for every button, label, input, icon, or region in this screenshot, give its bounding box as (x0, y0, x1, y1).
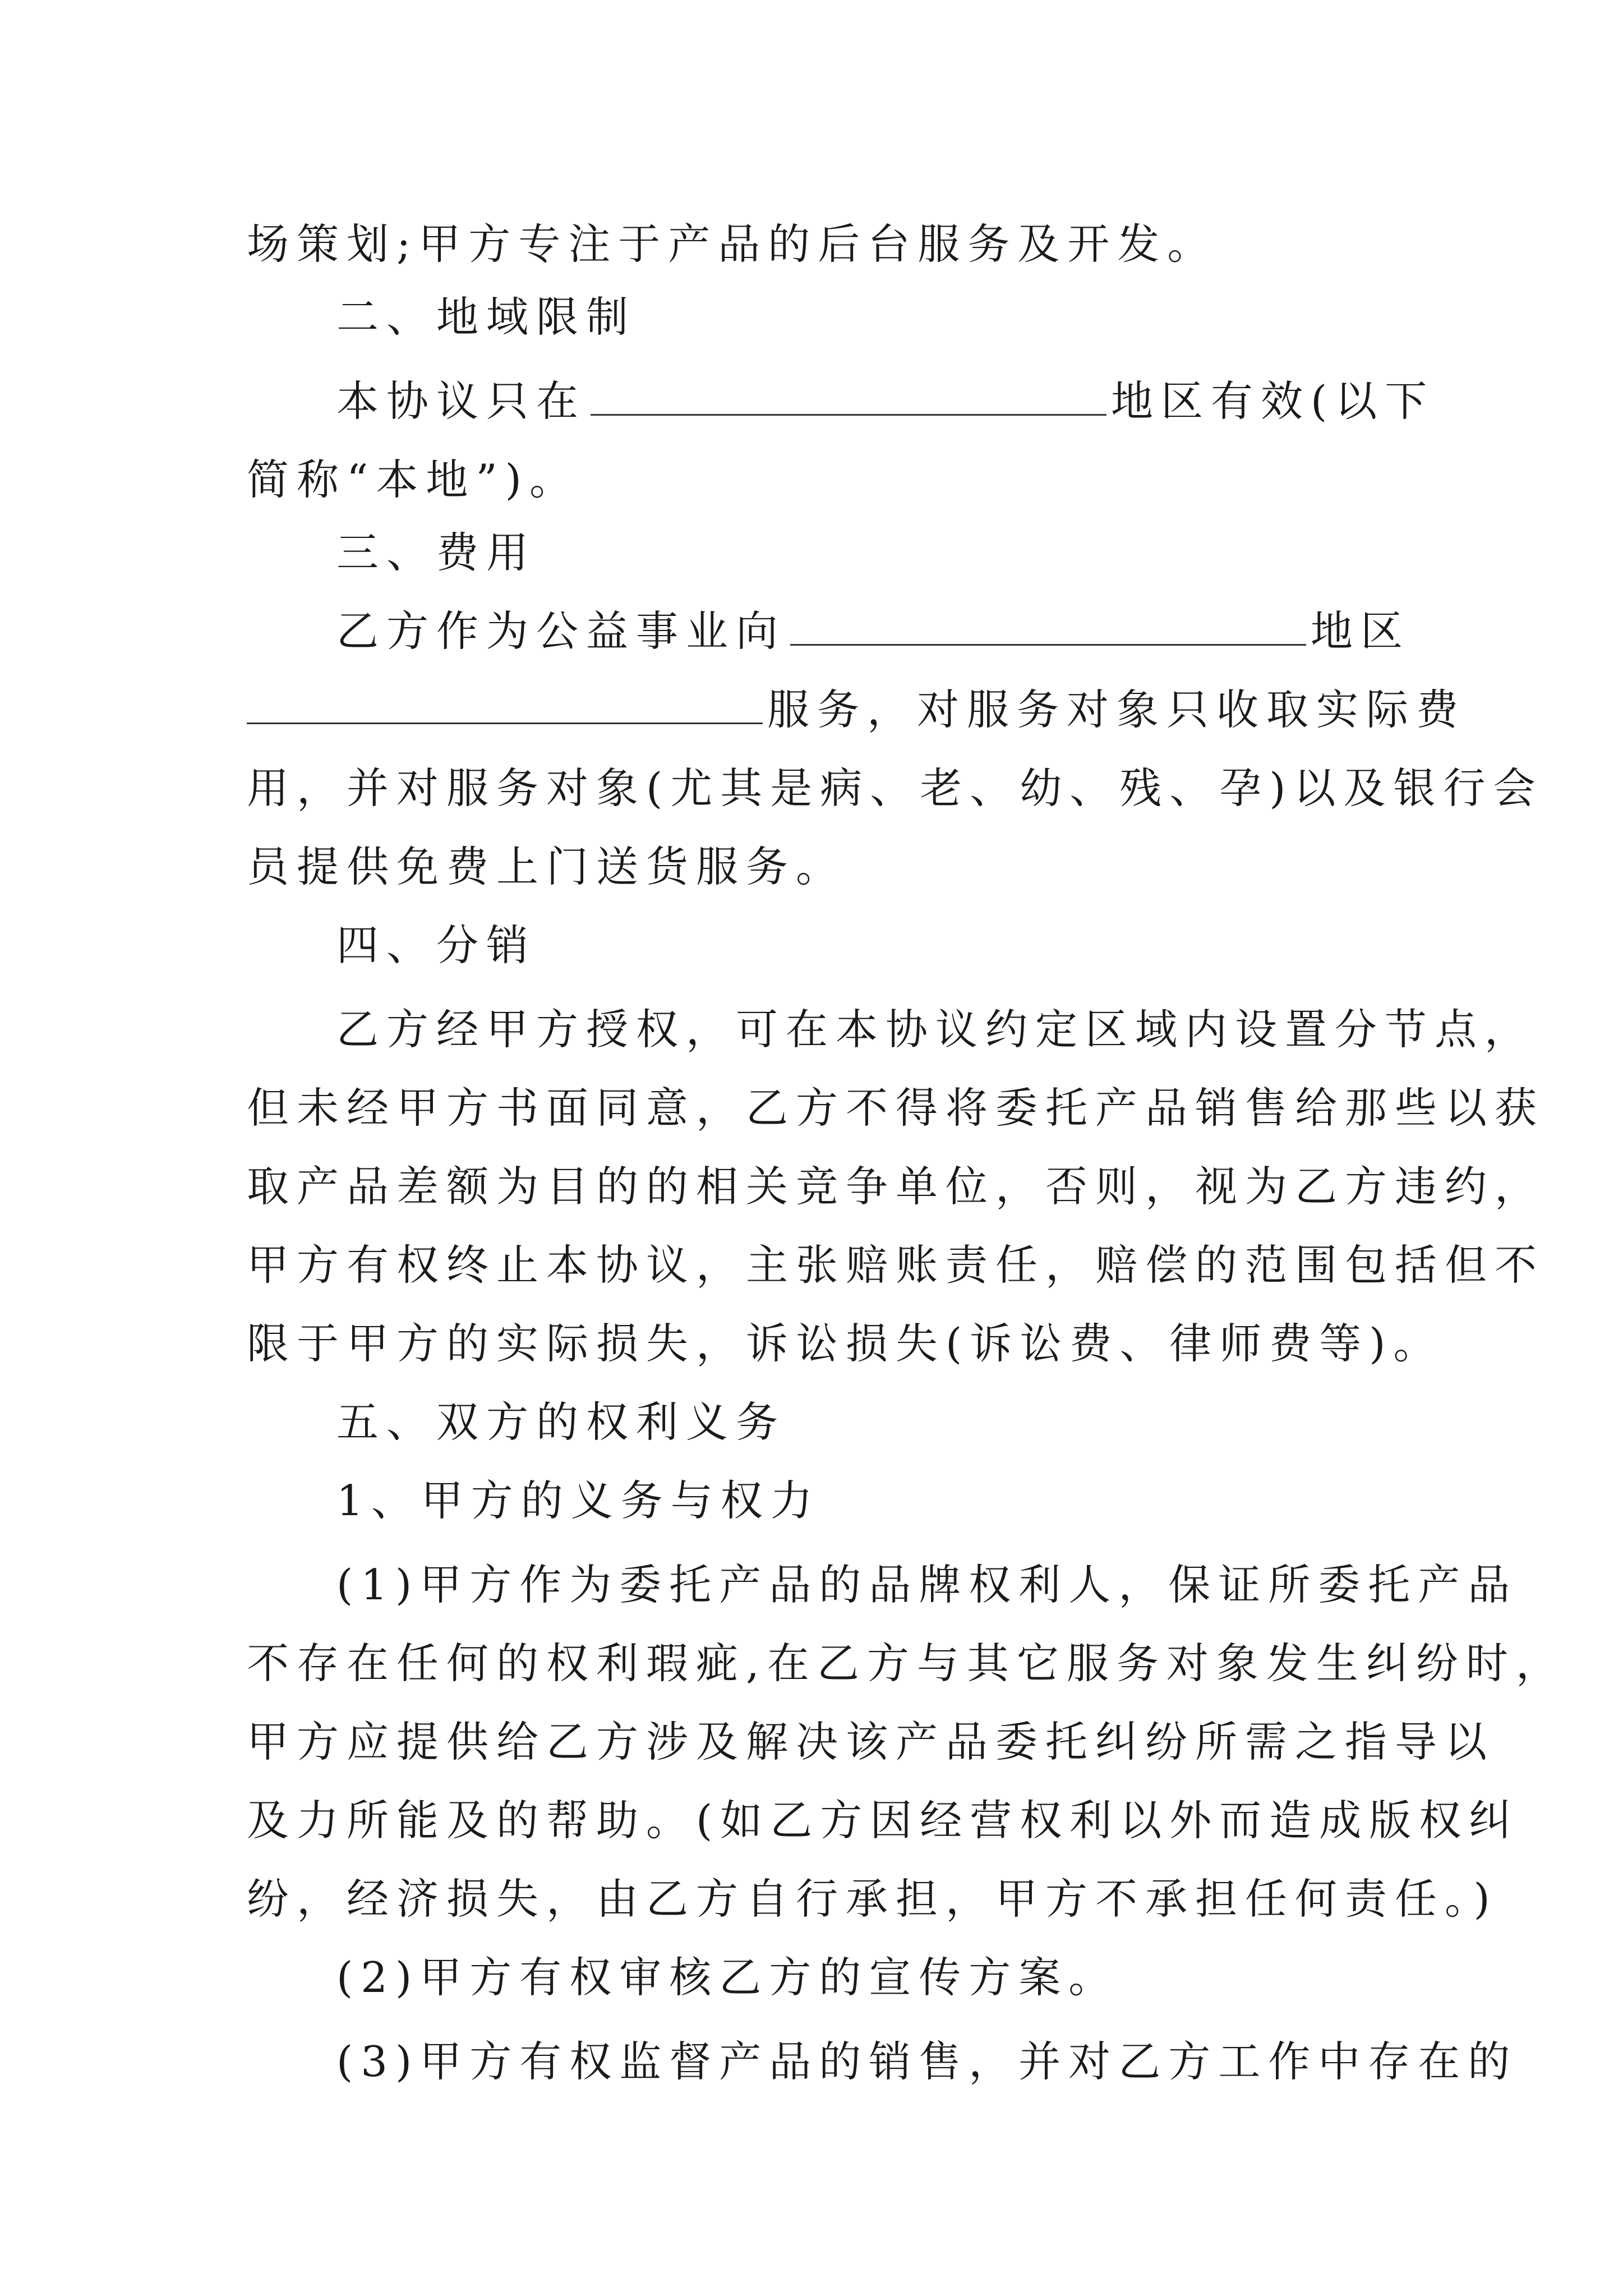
section-heading: 三、费用 (336, 528, 537, 577)
body-text-segment: 服务，对服务对象只收取实际费 (767, 685, 1467, 734)
fill-in-blank (247, 689, 763, 724)
body-text-line: (3)甲方有权监督产品的销售，并对乙方工作中存在的 (336, 2037, 1518, 2086)
section-heading: 二、地域限制 (336, 292, 637, 342)
body-text-line: 甲方应提供给乙方涉及解决该产品委托纠纷所需之指导以 (247, 1717, 1495, 1766)
body-text-line: 及力所能及的帮助。(如乙方因经营权利以外而造成版权纠 (247, 1796, 1519, 1845)
body-text-segment: 本协议只在 (336, 376, 587, 426)
fill-in-blank (591, 380, 1106, 416)
body-text-line: 场策划;甲方专注于产品的后台服务及开发。 (247, 219, 1218, 269)
section-heading: 五、双方的权利义务 (336, 1397, 786, 1447)
body-text-line: 简称“本地”)。 (247, 455, 579, 504)
body-text-line: 不存在任何的权利瑕疵,在乙方与其它服务对象发生纠纷时， (247, 1639, 1566, 1688)
body-text-line: 员提供免费上门送货服务。 (247, 842, 846, 891)
section-heading: 四、分销 (336, 921, 537, 970)
body-text-line: (1)甲方作为委托产品的品牌权利人，保证所委托产品 (336, 1560, 1518, 1609)
body-text-line: 取产品差额为目的的相关竞争单位，否则，视为乙方违约， (247, 1162, 1545, 1211)
body-text-line: 纷，经济损失，由乙方自行承担，甲方不承担任何责任。) (247, 1874, 1498, 1924)
body-text-line: (2)甲方有权审核乙方的宣传方案。 (336, 1953, 1119, 2002)
body-text-segment: 地区有效(以下 (1111, 376, 1435, 426)
fill-in-blank (790, 610, 1306, 646)
body-text-segment: 地区 (1311, 606, 1411, 656)
body-text-line: 但未经甲方书面同意，乙方不得将委托产品销售给那些以获 (247, 1083, 1545, 1133)
body-text-line: 用，并对服务对象(尤其是病、老、幼、残、孕)以及银行会 (247, 763, 1543, 813)
body-text-line: 限于甲方的实际损失，诉讼损失(诉讼费、律师费等)。 (247, 1319, 1444, 1368)
subsection-heading: 1、甲方的义务与权力 (336, 1476, 820, 1525)
body-text-line: 乙方经甲方授权，可在本协议约定区域内设置分节点， (336, 1005, 1535, 1054)
body-text-segment: 乙方作为公益事业向 (336, 606, 786, 656)
body-text-line: 甲方有权终止本协议，主张赔账责任，赔偿的范围包括但不 (247, 1240, 1545, 1290)
